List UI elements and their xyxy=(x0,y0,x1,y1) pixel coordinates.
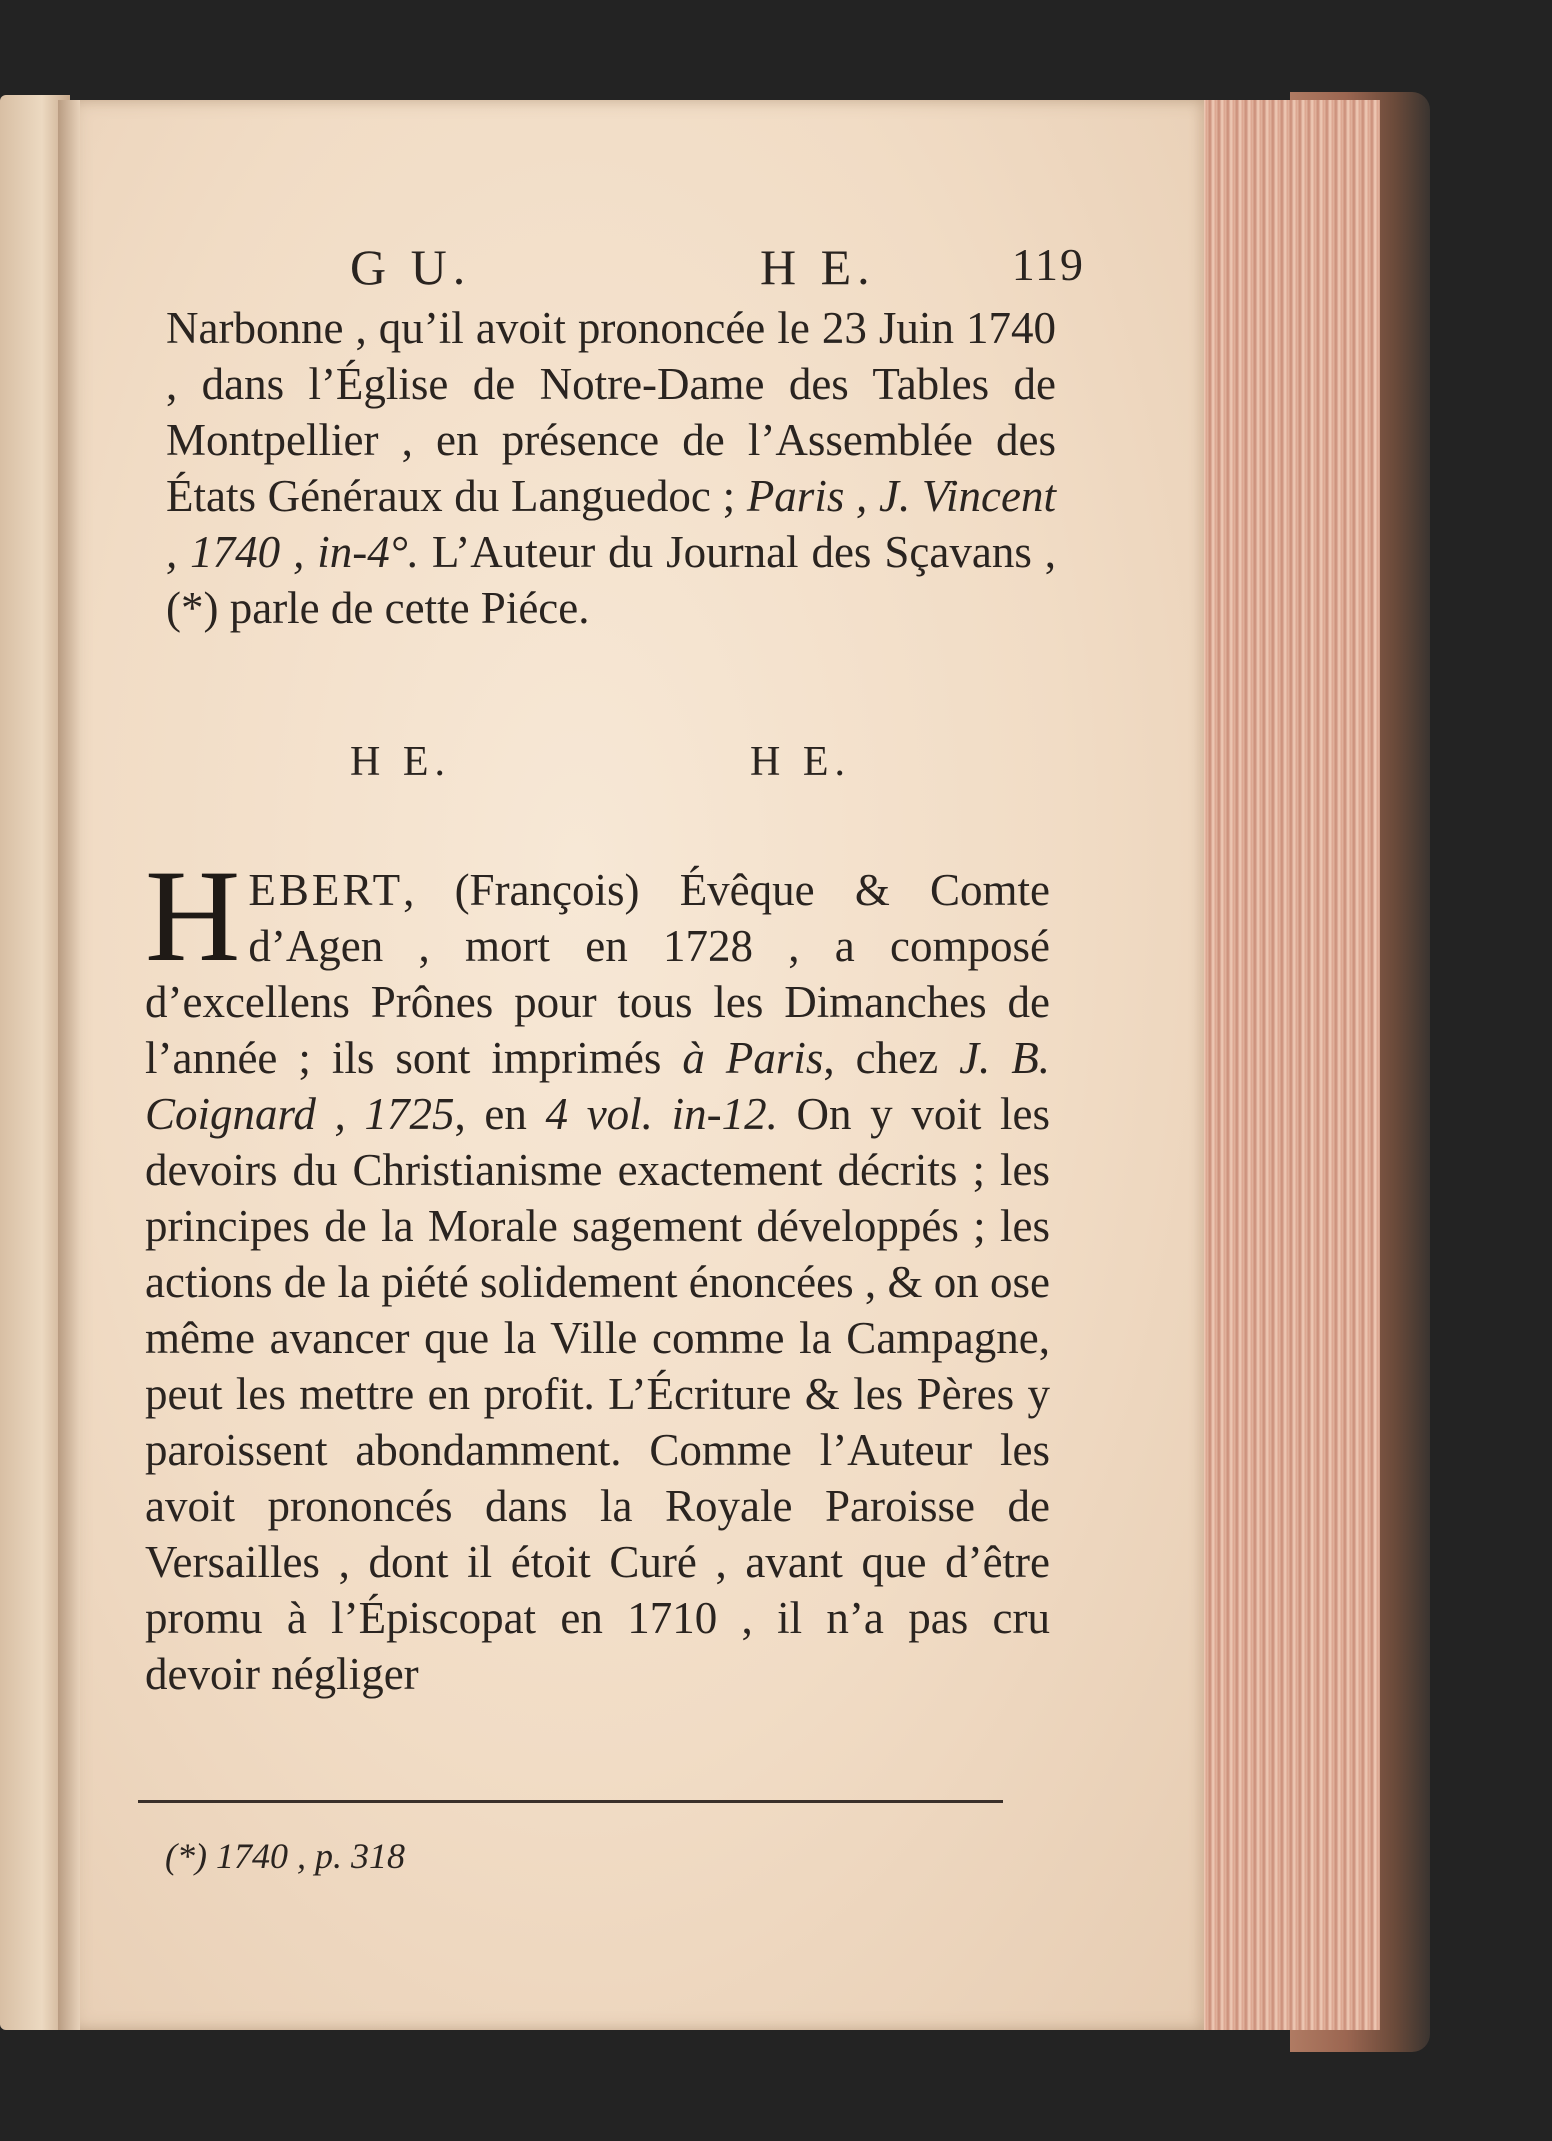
continuation-paragraph xyxy=(166,300,1056,636)
footnote-rule xyxy=(138,1800,1003,1803)
section-head-right: H E. xyxy=(750,739,851,785)
page-edges xyxy=(1180,100,1380,2030)
entry-intro: , (François) Évêque & Comte d’Agen , mort en 1728 , a composé d’excellens Prônes pour tous les Dimanches de l’année ; ils sont imprimés xyxy=(145,865,1050,1083)
running-head-right: H E. xyxy=(760,239,876,295)
entry-body: On y voit les devoirs du Christianisme exactement décrits ; les principes de la Morale sagement développés ; les actions de la piété solidement énoncées , & on ose même avancer que la Ville comme la Campagne, peut les mettre en profit. L’Écriture & les Pères y paroissent abondamment. Comme l’Auteur les avoit prononcés dans la Royale Paroisse de Versailles , dont il étoit Curé , avant que d’être promu à l’Épiscopat en 1710 , il n’a pas cru devoir négliger xyxy=(145,1089,1051,1699)
drop-cap: H xyxy=(145,842,241,989)
running-head-left: G U. xyxy=(350,239,472,295)
continuation-year: , 1740 , xyxy=(166,527,305,577)
section-head xyxy=(340,738,860,798)
entry-paragraph xyxy=(145,842,1051,1702)
book-gutter xyxy=(58,100,80,2030)
page-number: 119 xyxy=(1011,239,1085,290)
continuation-text: Narbonne , qu’il avoit prononcée le 23 Juin 1740 , dans l’Église de Notre-Dame des Tables de Montpellier , en présence de l’Assemblée des États Généraux du Languedoc ; xyxy=(166,303,1056,521)
entry-edition: 4 vol. in-12. xyxy=(545,1089,778,1139)
footnote: (*) 1740 , p. 318 xyxy=(165,1836,405,1876)
section-head-left: H E. xyxy=(350,739,451,785)
entry-edition-lead: , en xyxy=(454,1089,527,1139)
entry-name: EBERT xyxy=(248,865,404,915)
continuation-place: Paris , J. Vincent xyxy=(746,471,1057,521)
continuation-format: in-4°. xyxy=(317,527,419,577)
entry-publisher: J. B. Coignard , 1725 xyxy=(145,1033,1051,1139)
running-head xyxy=(340,238,1085,298)
continuation-after: L’Auteur du Journal des Sçavans , (*) parle de cette Piéce. xyxy=(166,527,1056,633)
entry-publisher-lead: , chez xyxy=(823,1033,939,1083)
entry-place: à Paris xyxy=(682,1033,824,1083)
